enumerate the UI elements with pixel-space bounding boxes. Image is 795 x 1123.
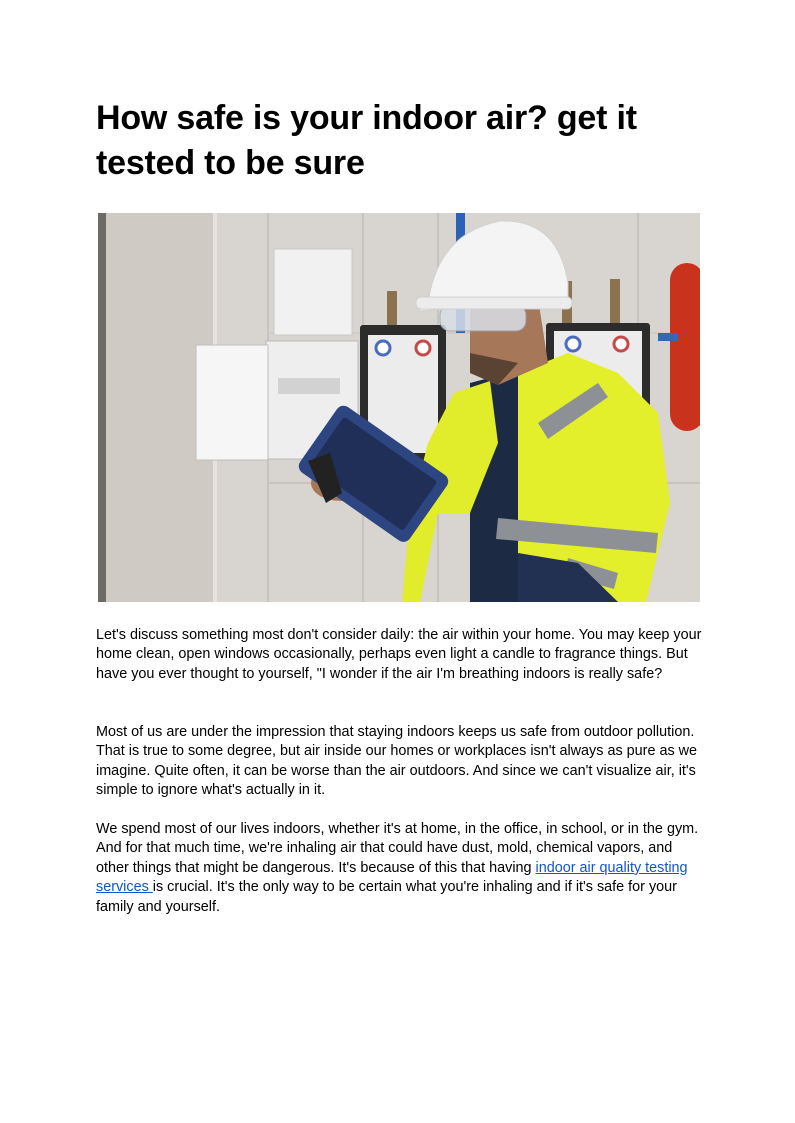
paragraph-intro: Let's discuss something most don't consider daily: the air within your home. You may keep your home clean, open windows occasionally, perhaps even light a candle to fragrance things. But have you ever thought to yourself, "I wonder if the air I'm breathing indoors is really safe? bbox=[96, 627, 702, 682]
paragraph-testing bbox=[96, 820, 702, 917]
paragraph-pollution: Most of us are under the impression that staying indoors keeps us safe from outdoor pollution. That is true to some degree, but air inside our homes or workplaces isn't always as pure as we imagine. Quite often, it can be worse than the air outdoors. And since we can't visualize air, it's simple to ignore what's actually in it. bbox=[96, 724, 698, 799]
technician-photo bbox=[98, 213, 700, 602]
indoor-air-quality-link[interactable]: indoor air quality testing services bbox=[96, 859, 688, 896]
paragraph-testing-before: We spend most of our lives indoors, whether it's at home, in the office, in school, or in the gym. And for that much time, we're inhaling air that could have dust, mold, chemical vapors, and other things that might be dangerous. It's because of this that having bbox=[96, 821, 699, 876]
article-title: How safe is your indoor air? get it tested to be sure bbox=[96, 99, 637, 182]
paragraph-testing-after: is crucial. It's the only way to be certain what you're inhaling and if it's safe for your family and yourself. bbox=[96, 879, 677, 915]
